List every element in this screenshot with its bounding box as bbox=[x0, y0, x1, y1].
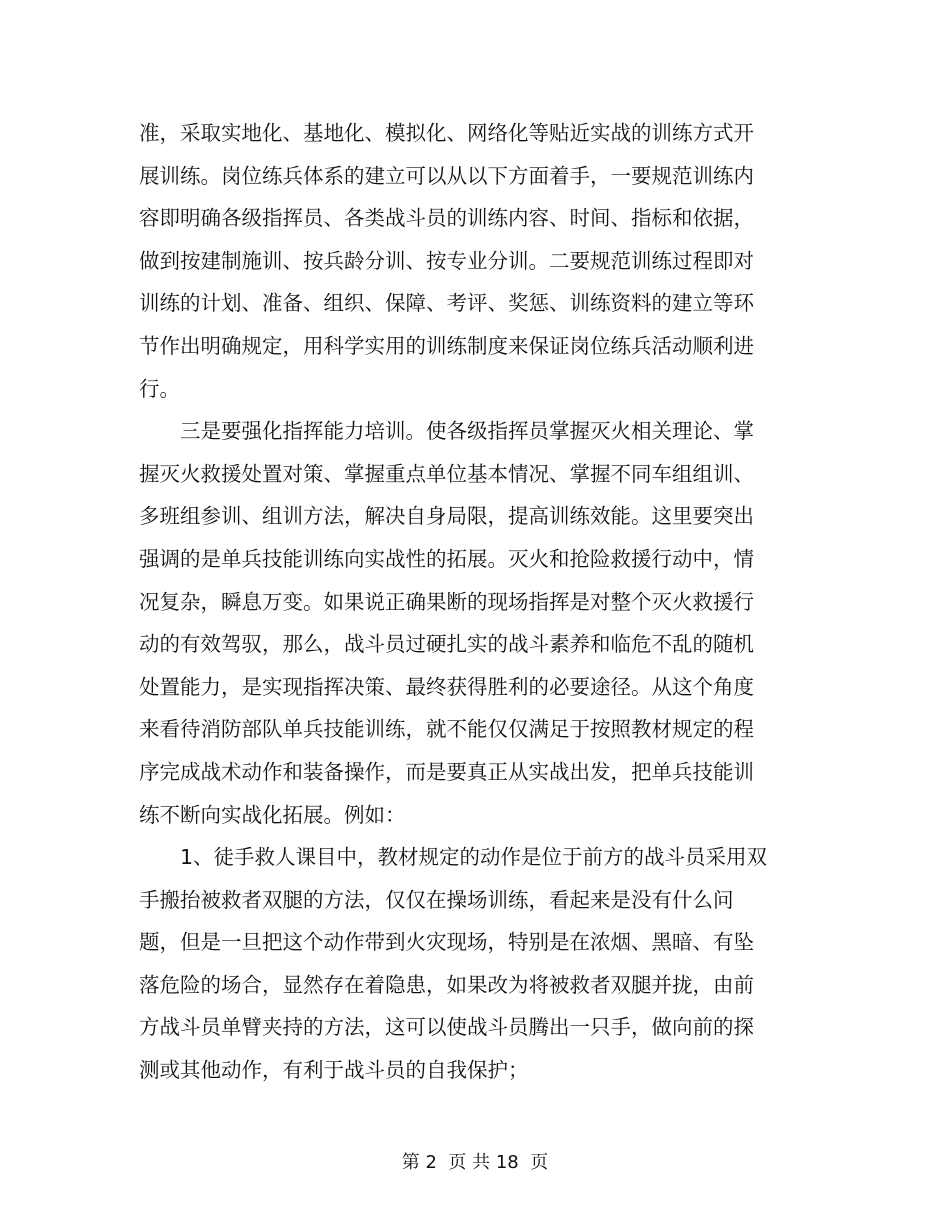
body-text bbox=[139, 112, 779, 1092]
text-line: 方战斗员单臂夹持的方法，这可以使战斗员腾出一只手，做向前的探 bbox=[139, 1015, 754, 1040]
page-number-label: 第 2 页 共 18 页 bbox=[401, 1152, 549, 1173]
text-line: 节作出明确规定，用科学实用的训练制度来保证岗位练兵活动顺利进 bbox=[139, 333, 754, 358]
text-line: 来看待消防部队单兵技能训练，就不能仅仅满足于按照教材规定的程 bbox=[139, 717, 754, 742]
text-line: 多班组参训、组训方法，解决自身局限，提高训练效能。这里要突出 bbox=[139, 504, 754, 529]
text-line: 训练的计划、准备、组织、保障、考评、奖惩、训练资料的建立等环 bbox=[139, 291, 754, 316]
text-line: 1、徒手救人课目中，教材规定的动作是位于前方的战斗员采用双 bbox=[139, 845, 768, 870]
text-line: 强调的是单兵技能训练向实战性的拓展。灭火和抢险救援行动中，情 bbox=[139, 546, 754, 571]
text-line: 做到按建制施训、按兵龄分训、按专业分训。二要规范训练过程即对 bbox=[139, 248, 754, 273]
text-line: 三是要强化指挥能力培训。使各级指挥员掌握灭火相关理论、掌 bbox=[139, 419, 754, 444]
text-line: 行。 bbox=[139, 376, 180, 401]
text-line: 动的有效驾驭，那么，战斗员过硬扎实的战斗素养和临危不乱的随机 bbox=[139, 632, 754, 657]
text-line: 测或其他动作，有利于战斗员的自我保护； bbox=[139, 1058, 529, 1083]
text-line: 处置能力，是实现指挥决策、最终获得胜利的必要途径。从这个角度 bbox=[139, 674, 754, 699]
page-footer bbox=[0, 1148, 950, 1178]
text-line: 题，但是一旦把这个动作带到火灾现场，特别是在浓烟、黑暗、有坠 bbox=[139, 930, 754, 955]
text-line: 序完成战术动作和装备操作，而是要真正从实战出发，把单兵技能训 bbox=[139, 759, 754, 784]
text-line: 手搬抬被救者双腿的方法，仅仅在操场训练，看起来是没有什么问 bbox=[139, 887, 734, 912]
text-line: 准，采取实地化、基地化、模拟化、网络化等贴近实战的训练方式开 bbox=[139, 121, 754, 145]
text-line: 展训练。岗位练兵体系的建立可以从以下方面着手，一要规范训练内 bbox=[139, 163, 754, 188]
text-line: 落危险的场合，显然存在着隐患，如果改为将被救者双腿并拢，由前 bbox=[139, 972, 754, 997]
text-line: 练不断向实战化拓展。例如： bbox=[139, 802, 406, 827]
text-line: 容即明确各级指挥员、各类战斗员的训练内容、时间、指标和依据， bbox=[139, 206, 754, 231]
text-line: 况复杂，瞬息万变。如果说正确果断的现场指挥是对整个灭火救援行 bbox=[139, 589, 754, 614]
text-line: 握灭火救援处置对策、掌握重点单位基本情况、掌握不同车组组训、 bbox=[139, 461, 754, 486]
